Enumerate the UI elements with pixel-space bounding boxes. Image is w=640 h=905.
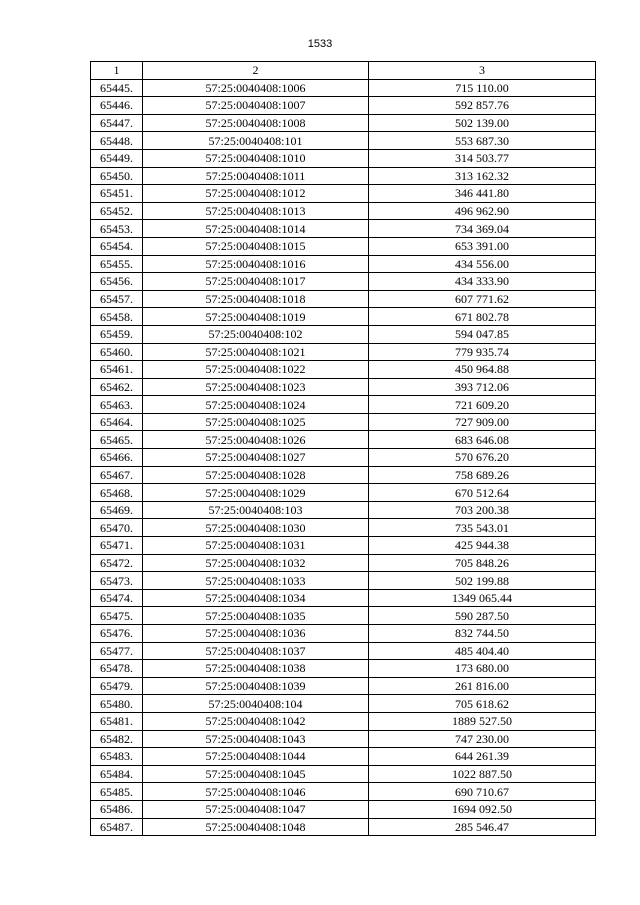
row-number-cell: 65477. xyxy=(91,642,143,660)
cadastral-value-cell: 721 609.20 xyxy=(369,396,596,414)
table-row xyxy=(91,712,596,730)
row-number-cell: 65475. xyxy=(91,607,143,625)
cadastral-value-cell: 747 230.00 xyxy=(369,730,596,748)
cadastral-number-cell: 57:25:0040408:104 xyxy=(143,695,369,713)
cadastral-value-cell: 670 512.64 xyxy=(369,484,596,502)
cadastral-number-cell: 57:25:0040408:1026 xyxy=(143,431,369,449)
table-row xyxy=(91,730,596,748)
row-number-cell: 65460. xyxy=(91,343,143,361)
row-number-cell: 65449. xyxy=(91,149,143,167)
cadastral-number-cell: 57:25:0040408:1023 xyxy=(143,378,369,396)
cadastral-number-cell: 57:25:0040408:1024 xyxy=(143,396,369,414)
table-row xyxy=(91,642,596,660)
cadastral-number-cell: 57:25:0040408:1025 xyxy=(143,413,369,431)
table-row xyxy=(91,431,596,449)
cadastral-value-cell: 653 391.00 xyxy=(369,237,596,255)
row-number-cell: 65482. xyxy=(91,730,143,748)
column-header-2: 2 xyxy=(143,62,369,80)
cadastral-number-cell: 57:25:0040408:1037 xyxy=(143,642,369,660)
table-row xyxy=(91,783,596,801)
cadastral-value-cell: 734 369.04 xyxy=(369,220,596,238)
row-number-cell: 65447. xyxy=(91,114,143,132)
table-row xyxy=(91,185,596,203)
cadastral-value-cell: 735 543.01 xyxy=(369,519,596,537)
cadastral-value-cell: 285 546.47 xyxy=(369,818,596,836)
table-row xyxy=(91,255,596,273)
row-number-cell: 65456. xyxy=(91,273,143,291)
cadastral-number-cell: 57:25:0040408:1016 xyxy=(143,255,369,273)
cadastral-value-cell: 393 712.06 xyxy=(369,378,596,396)
cadastral-number-cell: 57:25:0040408:1013 xyxy=(143,202,369,220)
row-number-cell: 65446. xyxy=(91,97,143,115)
table-row xyxy=(91,537,596,555)
cadastral-number-cell: 57:25:0040408:102 xyxy=(143,325,369,343)
row-number-cell: 65468. xyxy=(91,484,143,502)
cadastral-number-cell: 57:25:0040408:1008 xyxy=(143,114,369,132)
cadastral-value-cell: 496 962.90 xyxy=(369,202,596,220)
cadastral-value-table xyxy=(90,61,596,836)
cadastral-value-cell: 758 689.26 xyxy=(369,466,596,484)
row-number-cell: 65455. xyxy=(91,255,143,273)
row-number-cell: 65469. xyxy=(91,501,143,519)
row-number-cell: 65464. xyxy=(91,413,143,431)
table-row xyxy=(91,607,596,625)
cadastral-number-cell: 57:25:0040408:1044 xyxy=(143,748,369,766)
cadastral-value-cell: 690 710.67 xyxy=(369,783,596,801)
table-row xyxy=(91,748,596,766)
cadastral-number-cell: 57:25:0040408:1047 xyxy=(143,800,369,818)
cadastral-value-cell: 553 687.30 xyxy=(369,132,596,150)
cadastral-number-cell: 57:25:0040408:1033 xyxy=(143,572,369,590)
cadastral-number-cell: 57:25:0040408:1021 xyxy=(143,343,369,361)
cadastral-value-cell: 485 404.40 xyxy=(369,642,596,660)
table-row xyxy=(91,167,596,185)
cadastral-value-cell: 434 556.00 xyxy=(369,255,596,273)
row-number-cell: 65462. xyxy=(91,378,143,396)
table-row xyxy=(91,325,596,343)
table-row xyxy=(91,79,596,97)
table-row xyxy=(91,765,596,783)
row-number-cell: 65450. xyxy=(91,167,143,185)
cadastral-number-cell: 57:25:0040408:1045 xyxy=(143,765,369,783)
cadastral-value-cell: 727 909.00 xyxy=(369,413,596,431)
table-row xyxy=(91,589,596,607)
cadastral-value-cell: 590 287.50 xyxy=(369,607,596,625)
cadastral-number-cell: 57:25:0040408:1012 xyxy=(143,185,369,203)
cadastral-value-cell: 502 139.00 xyxy=(369,114,596,132)
table-row xyxy=(91,97,596,115)
row-number-cell: 65467. xyxy=(91,466,143,484)
cadastral-number-cell: 57:25:0040408:1027 xyxy=(143,449,369,467)
row-number-cell: 65484. xyxy=(91,765,143,783)
table-row xyxy=(91,800,596,818)
row-number-cell: 65461. xyxy=(91,361,143,379)
row-number-cell: 65459. xyxy=(91,325,143,343)
cadastral-number-cell: 57:25:0040408:1028 xyxy=(143,466,369,484)
cadastral-value-cell: 705 848.26 xyxy=(369,554,596,572)
cadastral-number-cell: 57:25:0040408:1042 xyxy=(143,712,369,730)
cadastral-value-cell: 594 047.85 xyxy=(369,325,596,343)
table-row xyxy=(91,466,596,484)
cadastral-value-cell: 703 200.38 xyxy=(369,501,596,519)
cadastral-value-cell: 502 199.88 xyxy=(369,572,596,590)
cadastral-value-cell: 314 503.77 xyxy=(369,149,596,167)
table-row xyxy=(91,237,596,255)
row-number-cell: 65471. xyxy=(91,537,143,555)
row-number-cell: 65454. xyxy=(91,237,143,255)
cadastral-number-cell: 57:25:0040408:1015 xyxy=(143,237,369,255)
row-number-cell: 65483. xyxy=(91,748,143,766)
cadastral-value-cell: 779 935.74 xyxy=(369,343,596,361)
cadastral-number-cell: 57:25:0040408:1007 xyxy=(143,97,369,115)
cadastral-number-cell: 57:25:0040408:1019 xyxy=(143,308,369,326)
table-row xyxy=(91,413,596,431)
cadastral-number-cell: 57:25:0040408:1036 xyxy=(143,625,369,643)
cadastral-value-cell: 570 676.20 xyxy=(369,449,596,467)
cadastral-number-cell: 57:25:0040408:1031 xyxy=(143,537,369,555)
cadastral-number-cell: 57:25:0040408:103 xyxy=(143,501,369,519)
row-number-cell: 65480. xyxy=(91,695,143,713)
cadastral-value-cell: 425 944.38 xyxy=(369,537,596,555)
column-header-1: 1 xyxy=(91,62,143,80)
cadastral-value-cell: 1349 065.44 xyxy=(369,589,596,607)
cadastral-value-cell: 705 618.62 xyxy=(369,695,596,713)
cadastral-value-cell: 434 333.90 xyxy=(369,273,596,291)
row-number-cell: 65486. xyxy=(91,800,143,818)
row-number-cell: 65466. xyxy=(91,449,143,467)
row-number-cell: 65473. xyxy=(91,572,143,590)
row-number-cell: 65472. xyxy=(91,554,143,572)
cadastral-number-cell: 57:25:0040408:1006 xyxy=(143,79,369,97)
row-number-cell: 65481. xyxy=(91,712,143,730)
cadastral-value-cell: 671 802.78 xyxy=(369,308,596,326)
table-row xyxy=(91,220,596,238)
table-row xyxy=(91,501,596,519)
table-row xyxy=(91,818,596,836)
row-number-cell: 65487. xyxy=(91,818,143,836)
row-number-cell: 65474. xyxy=(91,589,143,607)
row-number-cell: 65453. xyxy=(91,220,143,238)
table-row xyxy=(91,149,596,167)
table-row xyxy=(91,361,596,379)
table-row xyxy=(91,343,596,361)
cadastral-number-cell: 57:25:0040408:1022 xyxy=(143,361,369,379)
cadastral-value-cell: 1694 092.50 xyxy=(369,800,596,818)
cadastral-value-cell: 683 646.08 xyxy=(369,431,596,449)
row-number-cell: 65445. xyxy=(91,79,143,97)
table-row xyxy=(91,572,596,590)
table-row xyxy=(91,625,596,643)
row-number-cell: 65448. xyxy=(91,132,143,150)
cadastral-number-cell: 57:25:0040408:1039 xyxy=(143,677,369,695)
cadastral-number-cell: 57:25:0040408:1011 xyxy=(143,167,369,185)
row-number-cell: 65463. xyxy=(91,396,143,414)
row-number-cell: 65476. xyxy=(91,625,143,643)
table-row xyxy=(91,378,596,396)
cadastral-number-cell: 57:25:0040408:1038 xyxy=(143,660,369,678)
cadastral-value-cell: 607 771.62 xyxy=(369,290,596,308)
cadastral-value-cell: 592 857.76 xyxy=(369,97,596,115)
cadastral-number-cell: 57:25:0040408:1032 xyxy=(143,554,369,572)
cadastral-number-cell: 57:25:0040408:1048 xyxy=(143,818,369,836)
cadastral-number-cell: 57:25:0040408:1046 xyxy=(143,783,369,801)
cadastral-number-cell: 57:25:0040408:1043 xyxy=(143,730,369,748)
row-number-cell: 65452. xyxy=(91,202,143,220)
table-row xyxy=(91,695,596,713)
cadastral-value-cell: 261 816.00 xyxy=(369,677,596,695)
cadastral-value-cell: 644 261.39 xyxy=(369,748,596,766)
table-row xyxy=(91,273,596,291)
row-number-cell: 65451. xyxy=(91,185,143,203)
table-row xyxy=(91,132,596,150)
row-number-cell: 65479. xyxy=(91,677,143,695)
table-row xyxy=(91,484,596,502)
cadastral-number-cell: 57:25:0040408:1034 xyxy=(143,589,369,607)
table-row xyxy=(91,554,596,572)
column-header-3: 3 xyxy=(369,62,596,80)
row-number-cell: 65458. xyxy=(91,308,143,326)
row-number-cell: 65465. xyxy=(91,431,143,449)
cadastral-value-cell: 450 964.88 xyxy=(369,361,596,379)
cadastral-number-cell: 57:25:0040408:1010 xyxy=(143,149,369,167)
cadastral-value-cell: 313 162.32 xyxy=(369,167,596,185)
cadastral-value-cell: 1022 887.50 xyxy=(369,765,596,783)
table-row xyxy=(91,677,596,695)
cadastral-value-cell: 715 110.00 xyxy=(369,79,596,97)
row-number-cell: 65457. xyxy=(91,290,143,308)
cadastral-number-cell: 57:25:0040408:101 xyxy=(143,132,369,150)
page-number: 1533 xyxy=(307,38,333,50)
cadastral-number-cell: 57:25:0040408:1018 xyxy=(143,290,369,308)
row-number-cell: 65485. xyxy=(91,783,143,801)
cadastral-number-cell: 57:25:0040408:1017 xyxy=(143,273,369,291)
cadastral-number-cell: 57:25:0040408:1029 xyxy=(143,484,369,502)
table-row xyxy=(91,519,596,537)
table-row xyxy=(91,114,596,132)
table-row xyxy=(91,290,596,308)
table-body xyxy=(91,79,596,836)
cadastral-value-cell: 832 744.50 xyxy=(369,625,596,643)
table-row xyxy=(91,660,596,678)
table-row xyxy=(91,308,596,326)
row-number-cell: 65478. xyxy=(91,660,143,678)
cadastral-number-cell: 57:25:0040408:1035 xyxy=(143,607,369,625)
cadastral-value-cell: 1889 527.50 xyxy=(369,712,596,730)
table-row xyxy=(91,396,596,414)
row-number-cell: 65470. xyxy=(91,519,143,537)
cadastral-value-cell: 173 680.00 xyxy=(369,660,596,678)
table-row xyxy=(91,202,596,220)
table-row xyxy=(91,449,596,467)
cadastral-number-cell: 57:25:0040408:1014 xyxy=(143,220,369,238)
cadastral-number-cell: 57:25:0040408:1030 xyxy=(143,519,369,537)
cadastral-value-cell: 346 441.80 xyxy=(369,185,596,203)
table-header-row xyxy=(91,62,596,80)
